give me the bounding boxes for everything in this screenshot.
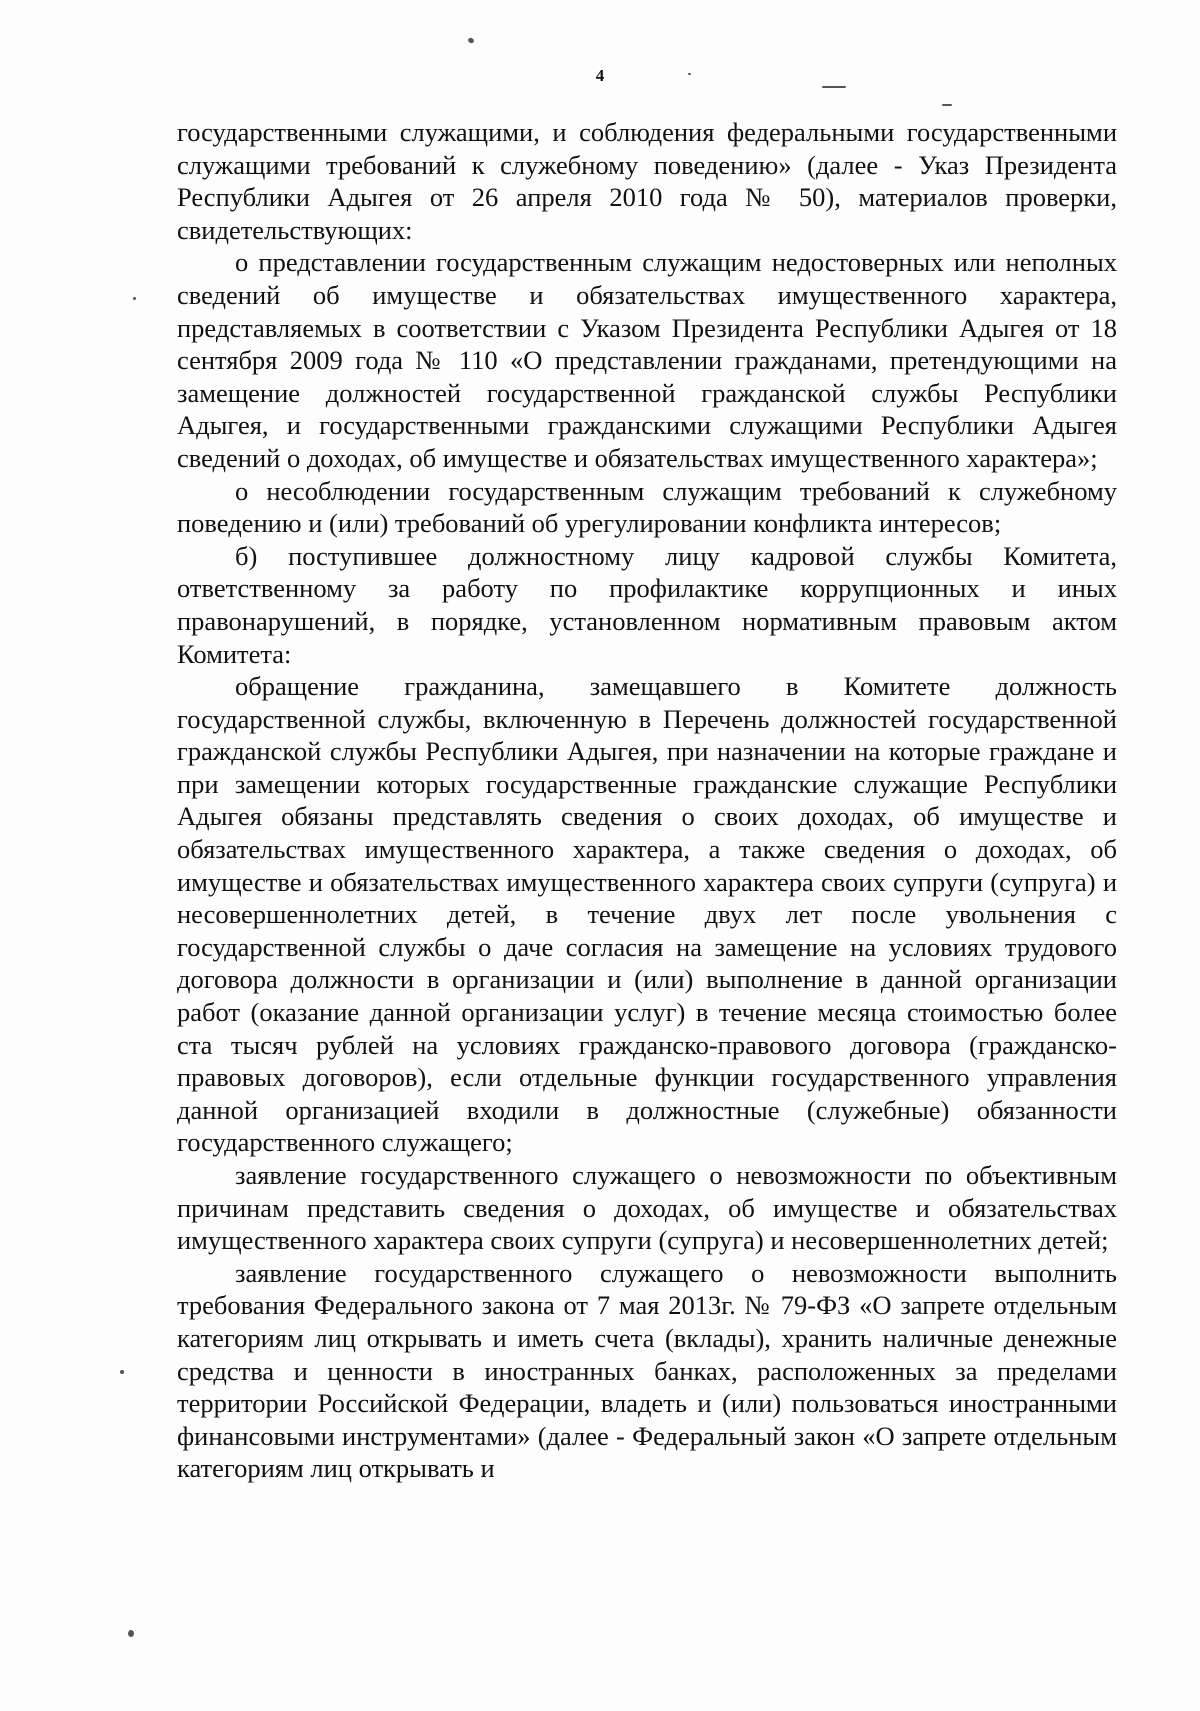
paragraph-item-b: б) поступившее должностному лицу кадровой службы Комитета, ответственному за работу по профилактике коррупционных и иных правонарушений, в порядке, установленном нормативным правовым актом Комитета: [177,540,1117,669]
paragraph-statement-income: заявление государственного служащего о невозможности по объективным причинам представить сведения о доходах, об имуществе и обязательствах имущественного характера своих супруги (супруга) и несовершеннолетних детей; [177,1160,1117,1256]
page-number: 4 [595,66,605,85]
scan-speck [133,297,136,300]
paragraph-statement-federal-law: заявление государственного служащего о невозможности выполнить требования Федерального закона от 7 мая 2013г. № 79-ФЗ «О запрете отдельным категориям лиц открывать и иметь счета (вклады), хранить наличные денежные средства и ценности в иностранных банках, расположенных за пределами территории Российской Федерации, владеть и (или) пользоваться иностранными финансовыми инструментами» (далее - Федеральный закон «О запрете отдельным категориям лиц открывать и [177,1257,1117,1484]
scan-speck [822,86,846,88]
paragraph-unreliable-info: о представлении государственным служащим недостоверных или неполных сведений об имуществе и обязательствах имущественного характера, представляемых в соответствии с Указом Президента Республики Адыгея от 18 сентября 2009 года № 110 «О представлении гражданами, претендующими на замещение должностей государственной гражданской службы Республики Адыгея, и государственными гражданскими служащими Республики Адыгея сведений о доходах, об имуществе и обязательствах имущественного характера»; [177,247,1117,473]
scan-speck [128,1630,134,1637]
paragraph-citizen-appeal: обращение гражданина, замещавшего в Комитете должность государственной службы, включенную в Перечень должностей государственной гражданской службы Республики Адыгея, при назначении на которые граждане и при замещении которых государственные гражданские служащие Республики Адыгея обязаны представлять сведения о своих доходах, об имуществе и обязательствах имущественного характера, а также сведения о доходах, об имуществе и обязательствах имущественного характера своих супруги (супруга) и несовершеннолетних детей, в течение двух лет после увольнения с государственной службы о даче согласия на замещение на условиях трудового договора должности в организации и (или) выполнение в данной организации работ (оказание данной организации услуг) в течение месяца стоимостью более ста тысяч рублей на условиях гражданско-правового договора (гражданско-правовых договоров), если отдельные функции государственного управления данной организацией входили в должностные (служебные) обязанности государственного служащего; [177,671,1117,1158]
scan-speck [467,37,475,44]
paragraph-non-compliance: о несоблюдении государственным служащим требований к служебному поведению и (или) требований об урегулировании конфликта интересов; [177,475,1117,539]
scan-speck [688,73,691,75]
scan-speck [120,1370,124,1374]
document-body [177,116,1117,1485]
paragraph-continuation: государственными служащими, и соблюдения федеральными государственными служащими требований к служебному поведению» (далее - Указ Президента Республики Адыгея от 26 апреля 2010 года № 50), материалов проверки, свидетельствующих: [177,117,1117,245]
scan-speck [942,104,952,106]
